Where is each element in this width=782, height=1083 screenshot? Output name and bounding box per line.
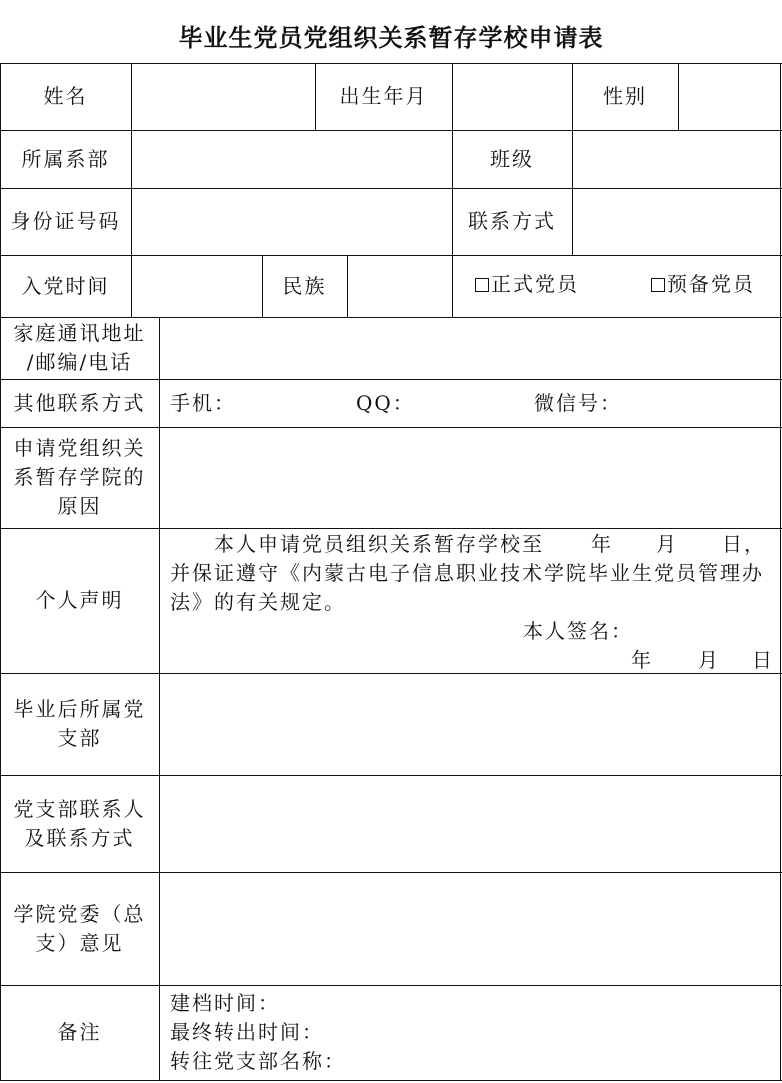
label-line: 申请党组织关 xyxy=(13,436,146,460)
label-line: 党支部联系人 xyxy=(13,796,146,821)
label-line: 及联系方式 xyxy=(24,825,135,850)
label-line: /邮编/电话 xyxy=(26,350,133,374)
label-line: 毕业后所属党 xyxy=(13,697,146,721)
label-line: 系暂存学院的 xyxy=(13,465,146,489)
join-date-field[interactable] xyxy=(131,255,262,317)
declaration-intro: 本人申请党员组织关系暂存学校至 xyxy=(214,532,544,556)
branch-contact-label xyxy=(0,775,159,872)
declaration-month: 月 xyxy=(656,532,678,556)
transfer-branch-name-label: 转往党支部名称： xyxy=(170,1049,346,1073)
signature-year: 年 xyxy=(631,648,653,672)
label-line: 家庭通讯地址 xyxy=(13,321,146,345)
formal-member-label: 正式党员 xyxy=(491,272,579,296)
remarks-label: 备注 xyxy=(57,1020,102,1044)
home-address-label xyxy=(0,317,159,379)
label-line: 支）意见 xyxy=(35,930,124,955)
gender-label: 性别 xyxy=(603,84,647,108)
declaration-day: 日， xyxy=(722,532,766,556)
birth-field[interactable] xyxy=(452,63,572,130)
name-label: 姓名 xyxy=(43,84,88,108)
archive-time-label: 建档时间： xyxy=(170,991,280,1015)
dept-field[interactable] xyxy=(131,130,452,188)
committee-opinion-field[interactable] xyxy=(159,872,780,985)
branch-after-graduation-field[interactable] xyxy=(159,673,780,775)
probation-member-option[interactable] xyxy=(651,270,755,299)
declaration-year: 年 xyxy=(591,532,613,556)
table-border-bottom xyxy=(0,1080,782,1081)
other-contact-label: 其他联系方式 xyxy=(13,390,146,415)
reason-label xyxy=(0,427,159,528)
ethnic-field[interactable] xyxy=(347,255,452,317)
declaration-label: 个人声明 xyxy=(35,588,124,612)
name-field[interactable] xyxy=(131,63,315,130)
label-line: 学院党委（总 xyxy=(13,901,146,926)
signature-day: 日 xyxy=(752,648,774,672)
signature-month: 月 xyxy=(698,648,720,672)
gender-field[interactable] xyxy=(678,63,780,130)
form-title: 毕业生党员党组织关系暂存学校申请表 xyxy=(178,23,604,52)
branch-contact-field[interactable] xyxy=(159,775,780,872)
wechat-label: 微信号： xyxy=(534,391,622,415)
qq-label: QQ： xyxy=(356,391,415,415)
ethnic-label: 民族 xyxy=(282,273,327,298)
label-line: 原因 xyxy=(57,494,102,518)
reason-field[interactable] xyxy=(159,427,780,528)
table-border-right xyxy=(780,63,781,1081)
checkbox-icon[interactable] xyxy=(475,278,489,292)
dept-label: 所属系部 xyxy=(21,146,110,171)
declaration-line2: 并保证遵守《内蒙古电子信息职业技术学院毕业生党员管理办 xyxy=(170,561,764,585)
id-number-field[interactable] xyxy=(131,188,452,255)
formal-member-option[interactable] xyxy=(475,270,579,299)
signature-label: 本人签名： xyxy=(523,619,633,643)
committee-opinion-label xyxy=(0,872,159,985)
contact-label: 联系方式 xyxy=(468,209,556,233)
class-label: 班级 xyxy=(490,146,534,171)
home-address-field[interactable] xyxy=(159,317,780,379)
contact-field[interactable] xyxy=(572,188,780,255)
checkbox-icon[interactable] xyxy=(651,278,665,292)
probation-member-label: 预备党员 xyxy=(667,272,755,296)
join-date-label: 入党时间 xyxy=(21,273,110,298)
class-field[interactable] xyxy=(572,130,780,188)
birth-label: 出生年月 xyxy=(339,84,428,108)
branch-after-graduation-label xyxy=(0,673,159,775)
final-transfer-time-label: 最终转出时间： xyxy=(170,1020,324,1044)
phone-label: 手机： xyxy=(170,391,236,415)
label-line: 支部 xyxy=(57,726,102,750)
id-number-label: 身份证号码 xyxy=(10,209,121,233)
declaration-line3: 法》的有关规定。 xyxy=(170,590,346,614)
